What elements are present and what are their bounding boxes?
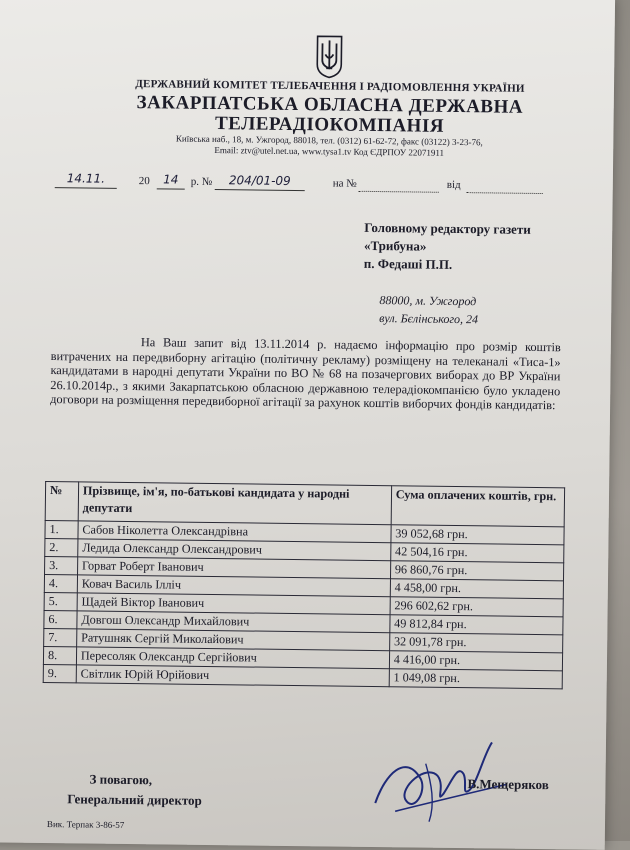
recipient-address	[379, 291, 579, 329]
paid-amount: 42 504,16 грн.	[390, 543, 563, 563]
row-number: 5.	[44, 592, 77, 610]
candidate-name: Ледида Олександр Олександрович	[78, 539, 391, 561]
row-number: 9.	[43, 664, 76, 682]
candidate-name: Горват Роберт Іванович	[77, 557, 390, 579]
recipient-newspaper: «Трибуна»	[363, 237, 427, 254]
row-number: 3.	[45, 556, 78, 574]
recipient-position: Головному редактору газети	[364, 219, 531, 237]
ref-year-prefix: 20	[138, 175, 150, 188]
candidate-name: Сабов Ніколетта Олександрівна	[78, 521, 391, 543]
candidate-name: Довгош Олександр Михайлович	[77, 611, 390, 633]
row-number: 4.	[44, 574, 77, 592]
org-name-line1: ЗАКАРПАТСЬКА ОБЛАСНА ДЕРЖАВНА	[136, 92, 524, 118]
reference-line	[55, 171, 575, 199]
ref-number-label: р. №	[190, 175, 213, 189]
candidates-table	[43, 481, 565, 689]
candidate-name: Пересоляк Олександр Сергійович	[76, 647, 389, 669]
row-number: 1.	[45, 520, 78, 538]
candidate-name: Світлик Юрій Юрійович	[76, 665, 389, 687]
address-line-2: Email: ztv@utel.net.ua, www.tysa1.tv Код ЄДРПОУ 22071911	[214, 145, 445, 158]
header-candidate: Прізвище, ім'я, по-батькові кандидата у народні депутати	[78, 482, 391, 525]
header-number: №	[45, 481, 78, 520]
signer-name: В.Мещеряков	[467, 776, 549, 793]
closing-block	[67, 769, 202, 811]
ref-from-label: від	[446, 178, 461, 192]
ref-to-number	[359, 175, 439, 193]
row-number: 6.	[44, 610, 77, 628]
ref-from-date	[467, 176, 543, 194]
paid-amount: 39 052,68 грн.	[391, 525, 564, 545]
row-number: 7.	[44, 628, 77, 646]
paid-amount: 4 416,00 грн.	[389, 651, 562, 671]
paid-amount: 96 860,76 грн.	[390, 561, 563, 581]
paid-amount: 1 049,08 грн.	[389, 669, 562, 689]
paid-amount: 296 602,62 грн.	[390, 597, 563, 617]
org-ministry: ДЕРЖАВНИЙ КОМІТЕТ ТЕЛЕБАЧЕННЯ І РАДІОМОВЛЕННЯ УКРАЇНИ	[135, 78, 525, 95]
executor-note: Вик. Терпак 3-86-57	[46, 819, 125, 830]
paid-amount: 32 091,78 грн.	[389, 633, 562, 653]
row-number: 8.	[43, 646, 76, 664]
recipient-block	[364, 219, 585, 276]
recipient-city: 88000, м. Ужгород	[379, 293, 477, 309]
ref-to-label: на №	[332, 177, 357, 190]
org-address	[89, 133, 569, 161]
candidate-name: Ковач Василь Ілліч	[77, 575, 390, 597]
address-line-1: Київська наб., 18, м. Ужгород, 88018, тел. (0312) 61-62-72, факс (03122) 3-23-76,	[175, 133, 483, 148]
paid-amount: 4 458,00 грн.	[390, 579, 563, 599]
recipient-name: п. Федаші П.П.	[363, 255, 453, 272]
ref-year: 14	[157, 172, 185, 189]
closing-position: Генеральний директор	[67, 791, 202, 808]
recipient-street: вул. Бєлінського, 24	[379, 311, 479, 327]
closing-regards: З повагою,	[89, 771, 153, 788]
letter-body: На Ваш запит від 13.11.2014 р. надаємо інформацію про розмір коштів витрачених на передвиборну агітацію (політичну рекламу) розміщену на телеканалі «Тиса-1» кандидатами в народні депутати України по ВО № 68 на позачергових виборах до ВР України 26.10.2014р., з якими Закарпатською обласною державною телерадіокомпанією було укладено договори на розміщення передвиборної агітації за рахунок коштів виборчих фондів кандидатів:	[50, 335, 561, 413]
candidate-name: Ратушняк Сергій Миколайович	[77, 629, 390, 651]
org-name-line2: ТЕЛЕРАДІОКОМПАНІЯ	[214, 113, 445, 137]
candidate-name: Щадей Віктор Іванович	[77, 593, 390, 615]
header-amount: Сума оплачених коштів, грн.	[391, 486, 565, 527]
ref-outgoing-number: 204/01-09	[215, 173, 305, 191]
paid-amount: 49 812,84 грн.	[390, 615, 563, 635]
ref-date: 14.11.	[55, 171, 117, 189]
trident-icon	[314, 34, 345, 78]
table-header-row	[45, 481, 564, 526]
row-number: 2.	[45, 538, 78, 556]
